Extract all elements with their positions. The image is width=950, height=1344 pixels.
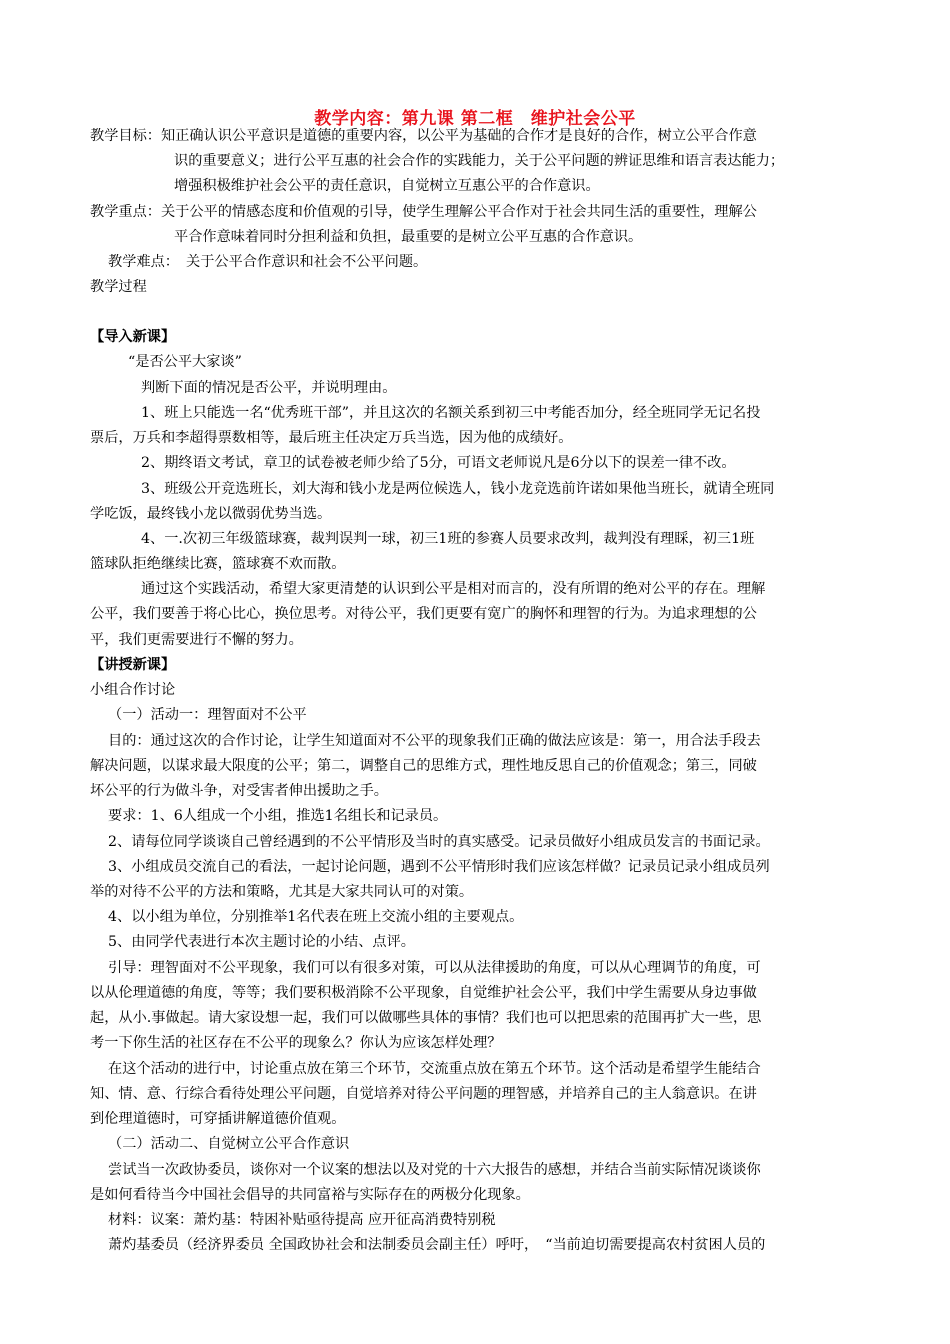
requirement-3-line-2: 举的对待不公平的方法和策略，尤其是大家共同认可的对策。 — [90, 884, 474, 900]
case-1-line-1: 1、班上只能选一名“优秀班干部”，并且这次的名额关系到初三中考能否加分，经全班同学无记名投 — [141, 405, 761, 421]
case-1-line-2: 票后，万兵和李超得票数相等，最后班主任决定万兵当选，因为他的成绩好。 — [90, 430, 573, 446]
material-line-1: 材料：议案：萧灼基：特困补贴亟待提高 应开征高消费特别税 — [108, 1212, 496, 1228]
purpose-line-1: 目的：通过这次的合作讨论，让学生知道面对不公平的现象我们正确的做法应该是：第一，用合法手段去 — [108, 733, 761, 749]
case-3-line-1: 3、班级公开竞选班长，刘大海和钱小龙是两位候选人，钱小龙竞选前许诺如果他当班长，就请全班同 — [141, 481, 775, 497]
intro-prompt: 判断下面的情况是否公平，并说明理由。 — [141, 380, 397, 396]
task-line-2: 是如何看待当今中国社会倡导的共同富裕与实际存在的两极分化现象。 — [90, 1187, 530, 1203]
guide-line-4: 考一下你生活的社区存在不公平的现象么？你认为应该怎样处理？ — [90, 1035, 502, 1051]
page-title: 教学内容：第九课 第二框 维护社会公平 — [314, 109, 636, 129]
purpose-line-3: 坏公平的行为做斗争，对受害者伸出援助之手。 — [90, 783, 388, 799]
note-line-3: 到伦理道德时，可穿插讲解道德价值观。 — [90, 1111, 346, 1127]
difficulty-line: 教学难点： 关于公平合作意识和社会不公平问题。 — [108, 254, 428, 270]
guide-line-3: 起，从小.事做起。请大家设想一起，我们可以做哪些具体的事情？我们也可以把思索的范围再扩大一些，思 — [90, 1010, 762, 1026]
summary-line-1: 通过这个实践活动，希望大家更清楚的认识到公平是相对而言的，没有所谓的绝对公平的存在。理解 — [141, 581, 766, 597]
activity-1-heading: （一）活动一：理智面对不公平 — [108, 707, 307, 723]
note-line-1: 在这个活动的进行中，讨论重点放在第三个环节，交流重点放在第五个环节。这个活动是希望学生能结合 — [108, 1061, 761, 1077]
requirement-4: 4、以小组为单位，分别推举1名代表在班上交流小组的主要观点。 — [108, 909, 524, 925]
key-line-2: 平合作意味着同时分担利益和负担，最重要的是树立公平互惠的合作意识。 — [174, 229, 643, 245]
requirement-5: 5、由同学代表进行本次主题讨论的小结、点评。 — [108, 934, 415, 950]
requirement-3-line-1: 3、小组成员交流自己的看法，一起讨论问题，遇到不公平情形时我们应该怎样做？记录员记录小组成员列 — [108, 859, 770, 875]
intro-quote: “是否公平大家谈” — [128, 354, 242, 370]
material-line-2: 萧灼基委员（经济界委员 全国政协社会和法制委员会副主任）呼吁， “当前迫切需要提高农村贫困人员的 — [108, 1237, 766, 1253]
goals-line-3: 增强积极维护社会公平的责任意识，自觉树立互惠公平的合作意识。 — [174, 178, 600, 194]
goals-line-1: 教学目标：知正确认识公平意识是道德的重要内容，以公平为基础的合作才是良好的合作，树立公平合作意 — [90, 128, 757, 144]
activity-2-heading: （二）活动二、自觉树立公平合作意识 — [108, 1136, 350, 1152]
task-line-1: 尝试当一次政协委员，谈你对一个议案的想法以及对党的十六大报告的感想，并结合当前实际情况谈谈你 — [108, 1162, 761, 1178]
case-2: 2、期终语文考试，章卫的试卷被老师少给了5分，可语文老师说凡是6分以下的误差一律不改。 — [141, 455, 736, 471]
key-line-1: 教学重点：关于公平的情感态度和价值观的引导，使学生理解公平合作对于社会共同生活的重要性，理解公 — [90, 204, 757, 220]
requirement-1: 要求：1、6人组成一个小组，推选1名组长和记录员。 — [108, 808, 448, 824]
case-3-line-2: 学吃饭，最终钱小龙以微弱优势当选。 — [90, 506, 332, 522]
intro-heading: 【导入新课】 — [90, 329, 176, 345]
requirement-2: 2、请每位同学谈谈自己曾经遇到的不公平情形及当时的真实感受。记录员做好小组成员发言的书面记录。 — [108, 834, 770, 850]
case-4-line-1: 4、一.次初三年级篮球赛，裁判误判一球，初三1班的参赛人员要求改判，裁判没有理睬，初三1班 — [141, 531, 755, 547]
goals-line-2: 识的重要意义；进行公平互惠的社会合作的实践能力，关于公平问题的辨证思维和语言表达能力； — [174, 153, 785, 169]
summary-line-2: 公平，我们要善于将心比心，换位思考。对待公平，我们更要有宽广的胸怀和理智的行为。为追求理想的公 — [90, 606, 757, 622]
guide-line-1: 引导：理智面对不公平现象，我们可以有很多对策，可以从法律援助的角度，可以从心理调节的角度，可 — [108, 960, 761, 976]
case-4-line-2: 篮球队拒绝继续比赛，篮球赛不欢而散。 — [90, 556, 346, 572]
note-line-2: 知、情、意、行综合看待处理公平问题，自觉培养对待公平问题的理智感，并培养自己的主人翁意识。在讲 — [90, 1086, 757, 1102]
lecture-heading: 【讲授新课】 — [90, 657, 176, 673]
group-heading: 小组合作讨论 — [90, 682, 176, 698]
process-heading: 教学过程 — [90, 279, 147, 295]
purpose-line-2: 解决问题，以谋求最大限度的公平；第二，调整自己的思维方式，理性地反思自己的价值观念；第三，同破 — [90, 758, 757, 774]
guide-line-2: 以从伦理道德的角度，等等；我们要积极消除不公平现象，自觉维护社会公平，我们中学生需要从身边事做 — [90, 985, 757, 1001]
summary-line-3: 平，我们更需要进行不懈的努力。 — [90, 632, 303, 648]
